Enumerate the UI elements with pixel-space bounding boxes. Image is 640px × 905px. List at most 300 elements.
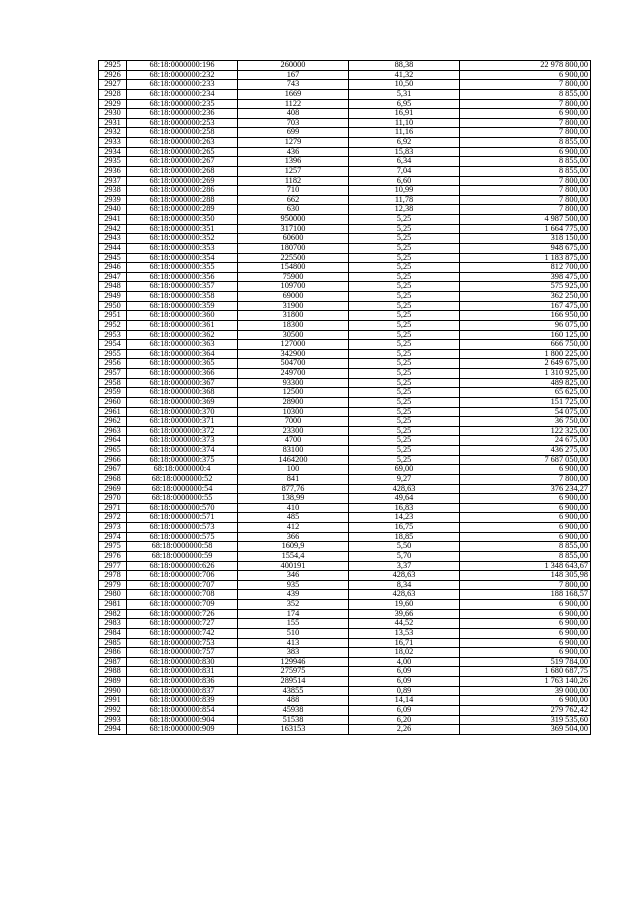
rate-cell: 14,14 (349, 696, 460, 706)
row-number-cell: 2984 (99, 628, 127, 638)
table-row (99, 407, 591, 417)
row-number-cell: 2965 (99, 446, 127, 456)
table-row (99, 272, 591, 282)
area-cell: 485 (238, 513, 349, 523)
row-number-cell: 2947 (99, 272, 127, 282)
table-row (99, 705, 591, 715)
amount-cell: 6 900,00 (460, 619, 591, 629)
rate-cell: 16,83 (349, 503, 460, 513)
row-number-cell: 2933 (99, 138, 127, 148)
amount-cell: 96 075,00 (460, 320, 591, 330)
table-row (99, 89, 591, 99)
table-row (99, 378, 591, 388)
table-row (99, 417, 591, 427)
row-number-cell: 2953 (99, 330, 127, 340)
table-row (99, 657, 591, 667)
area-cell: 1257 (238, 166, 349, 176)
table-row (99, 551, 591, 561)
table-row (99, 330, 591, 340)
area-cell: 109700 (238, 282, 349, 292)
area-cell: 408 (238, 109, 349, 119)
rate-cell: 6,34 (349, 157, 460, 167)
rate-cell: 16,71 (349, 638, 460, 648)
table-row (99, 465, 591, 475)
rate-cell: 41,32 (349, 70, 460, 80)
area-cell: 488 (238, 696, 349, 706)
amount-cell: 36 750,00 (460, 417, 591, 427)
rate-cell: 4,00 (349, 657, 460, 667)
table-row (99, 70, 591, 80)
table-row (99, 340, 591, 350)
row-number-cell: 2958 (99, 378, 127, 388)
rate-cell: 7,04 (349, 166, 460, 176)
rate-cell: 5,25 (349, 234, 460, 244)
rate-cell: 11,10 (349, 118, 460, 128)
row-number-cell: 2957 (99, 369, 127, 379)
amount-cell: 1 763 140,26 (460, 677, 591, 687)
cadastral-number-cell: 68:18:0000000:363 (127, 340, 238, 350)
table-row (99, 224, 591, 234)
cadastral-number-cell: 68:18:0000000:351 (127, 224, 238, 234)
row-number-cell: 2956 (99, 359, 127, 369)
rate-cell: 5,25 (349, 407, 460, 417)
area-cell: 69000 (238, 292, 349, 302)
cadastral-number-cell: 68:18:0000000:373 (127, 436, 238, 446)
table-row (99, 696, 591, 706)
cadastral-number-cell: 68:18:0000000:236 (127, 109, 238, 119)
rate-cell: 10,99 (349, 186, 460, 196)
cadastral-number-cell: 68:18:0000000:358 (127, 292, 238, 302)
area-cell: 43855 (238, 686, 349, 696)
cadastral-number-cell: 68:18:0000000:368 (127, 388, 238, 398)
row-number-cell: 2967 (99, 465, 127, 475)
amount-cell: 519 784,00 (460, 657, 591, 667)
amount-cell: 6 900,00 (460, 532, 591, 542)
amount-cell: 436 275,00 (460, 446, 591, 456)
area-cell: 662 (238, 195, 349, 205)
row-number-cell: 2946 (99, 263, 127, 273)
table-row (99, 484, 591, 494)
cadastral-number-cell: 68:18:0000000:839 (127, 696, 238, 706)
cadastral-number-cell: 68:18:0000000:288 (127, 195, 238, 205)
amount-cell: 948 675,00 (460, 243, 591, 253)
row-number-cell: 2987 (99, 657, 127, 667)
rate-cell: 49,64 (349, 494, 460, 504)
rate-cell: 5,25 (349, 253, 460, 263)
amount-cell: 1 800 225,00 (460, 349, 591, 359)
cadastral-number-cell: 68:18:0000000:269 (127, 176, 238, 186)
row-number-cell: 2988 (99, 667, 127, 677)
cadastral-number-cell: 68:18:0000000:854 (127, 705, 238, 715)
table-row (99, 523, 591, 533)
table-row (99, 61, 591, 71)
area-cell: 439 (238, 590, 349, 600)
cadastral-number-cell: 68:18:0000000:837 (127, 686, 238, 696)
cadastral-number-cell: 68:18:0000000:353 (127, 243, 238, 253)
table-row (99, 619, 591, 629)
table-row (99, 166, 591, 176)
row-number-cell: 2950 (99, 301, 127, 311)
rate-cell: 2,26 (349, 725, 460, 735)
table-row (99, 503, 591, 513)
rate-cell: 428,63 (349, 571, 460, 581)
row-number-cell: 2970 (99, 494, 127, 504)
area-cell: 410 (238, 503, 349, 513)
row-number-cell: 2942 (99, 224, 127, 234)
amount-cell: 7 687 050,00 (460, 455, 591, 465)
row-number-cell: 2941 (99, 215, 127, 225)
cadastral-number-cell: 68:18:0000000:253 (127, 118, 238, 128)
amount-cell: 7 800,00 (460, 474, 591, 484)
area-cell: 413 (238, 638, 349, 648)
row-number-cell: 2993 (99, 715, 127, 725)
cadastral-number-cell: 68:18:0000000:371 (127, 417, 238, 427)
area-cell: 950000 (238, 215, 349, 225)
area-cell: 180700 (238, 243, 349, 253)
cadastral-number-cell: 68:18:0000000:232 (127, 70, 238, 80)
area-cell: 1464200 (238, 455, 349, 465)
amount-cell: 376 234,27 (460, 484, 591, 494)
cadastral-number-cell: 68:18:0000000:361 (127, 320, 238, 330)
area-cell: 841 (238, 474, 349, 484)
rate-cell: 5,70 (349, 551, 460, 561)
amount-cell: 24 675,00 (460, 436, 591, 446)
amount-cell: 6 900,00 (460, 600, 591, 610)
rate-cell: 428,63 (349, 484, 460, 494)
area-cell: 743 (238, 80, 349, 90)
cadastral-number-cell: 68:18:0000000:626 (127, 561, 238, 571)
cadastral-number-cell: 68:18:0000000:570 (127, 503, 238, 513)
table-row (99, 301, 591, 311)
rate-cell: 13,53 (349, 628, 460, 638)
row-number-cell: 2964 (99, 436, 127, 446)
amount-cell: 369 504,00 (460, 725, 591, 735)
rate-cell: 11,78 (349, 195, 460, 205)
area-cell: 1122 (238, 99, 349, 109)
area-cell: 18300 (238, 320, 349, 330)
cadastral-number-cell: 68:18:0000000:59 (127, 551, 238, 561)
amount-cell: 54 075,00 (460, 407, 591, 417)
rate-cell: 39,66 (349, 609, 460, 619)
amount-cell: 122 325,00 (460, 426, 591, 436)
amount-cell: 7 800,00 (460, 205, 591, 215)
area-cell: 163153 (238, 725, 349, 735)
rate-cell: 6,95 (349, 99, 460, 109)
rate-cell: 10,50 (349, 80, 460, 90)
amount-cell: 1 310 925,00 (460, 369, 591, 379)
amount-cell: 318 150,00 (460, 234, 591, 244)
amount-cell: 7 800,00 (460, 128, 591, 138)
cadastral-number-cell: 68:18:0000000:350 (127, 215, 238, 225)
cadastral-number-cell: 68:18:0000000:571 (127, 513, 238, 523)
row-number-cell: 2977 (99, 561, 127, 571)
cadastral-number-cell: 68:18:0000000:196 (127, 61, 238, 71)
amount-cell: 398 475,00 (460, 272, 591, 282)
row-number-cell: 2991 (99, 696, 127, 706)
cadastral-number-cell: 68:18:0000000:904 (127, 715, 238, 725)
table-row (99, 80, 591, 90)
row-number-cell: 2952 (99, 320, 127, 330)
amount-cell: 7 800,00 (460, 176, 591, 186)
amount-cell: 8 855,00 (460, 138, 591, 148)
rate-cell: 18,85 (349, 532, 460, 542)
cadastral-number-cell: 68:18:0000000:360 (127, 311, 238, 321)
rate-cell: 5,50 (349, 542, 460, 552)
rate-cell: 6,09 (349, 667, 460, 677)
rate-cell: 44,52 (349, 619, 460, 629)
row-number-cell: 2990 (99, 686, 127, 696)
rate-cell: 5,25 (349, 215, 460, 225)
rate-cell: 16,75 (349, 523, 460, 533)
area-cell: 275975 (238, 667, 349, 677)
area-cell: 710 (238, 186, 349, 196)
cadastral-number-cell: 68:18:0000000:706 (127, 571, 238, 581)
amount-cell: 1 680 687,75 (460, 667, 591, 677)
row-number-cell: 2969 (99, 484, 127, 494)
row-number-cell: 2966 (99, 455, 127, 465)
amount-cell: 2 649 675,00 (460, 359, 591, 369)
row-number-cell: 2931 (99, 118, 127, 128)
area-cell: 877,76 (238, 484, 349, 494)
row-number-cell: 2979 (99, 580, 127, 590)
row-number-cell: 2973 (99, 523, 127, 533)
area-cell: 510 (238, 628, 349, 638)
area-cell: 60600 (238, 234, 349, 244)
area-cell: 352 (238, 600, 349, 610)
area-cell: 75900 (238, 272, 349, 282)
rate-cell: 14,23 (349, 513, 460, 523)
area-cell: 935 (238, 580, 349, 590)
area-cell: 31900 (238, 301, 349, 311)
cadastral-number-cell: 68:18:0000000:369 (127, 397, 238, 407)
row-number-cell: 2982 (99, 609, 127, 619)
row-number-cell: 2974 (99, 532, 127, 542)
amount-cell: 7 800,00 (460, 80, 591, 90)
amount-cell: 7 800,00 (460, 186, 591, 196)
cadastral-number-cell: 68:18:0000000:575 (127, 532, 238, 542)
rate-cell: 5,25 (349, 397, 460, 407)
rate-cell: 5,25 (349, 349, 460, 359)
cadastral-number-cell: 68:18:0000000:831 (127, 667, 238, 677)
table-row (99, 282, 591, 292)
rate-cell: 12,38 (349, 205, 460, 215)
rate-cell: 19,60 (349, 600, 460, 610)
cadastral-number-cell: 68:18:0000000:362 (127, 330, 238, 340)
area-cell: 366 (238, 532, 349, 542)
area-cell: 1396 (238, 157, 349, 167)
area-cell: 31800 (238, 311, 349, 321)
table-row (99, 638, 591, 648)
table-row (99, 186, 591, 196)
row-number-cell: 2955 (99, 349, 127, 359)
table-row (99, 715, 591, 725)
area-cell: 436 (238, 147, 349, 157)
amount-cell: 8 855,00 (460, 542, 591, 552)
row-number-cell: 2985 (99, 638, 127, 648)
amount-cell: 6 900,00 (460, 513, 591, 523)
area-cell: 1554,4 (238, 551, 349, 561)
amount-cell: 148 305,98 (460, 571, 591, 581)
row-number-cell: 2978 (99, 571, 127, 581)
area-cell: 504700 (238, 359, 349, 369)
amount-cell: 489 825,00 (460, 378, 591, 388)
cadastral-number-cell: 68:18:0000000:573 (127, 523, 238, 533)
rate-cell: 0,89 (349, 686, 460, 696)
amount-cell: 167 475,00 (460, 301, 591, 311)
rate-cell: 16,91 (349, 109, 460, 119)
area-cell: 154800 (238, 263, 349, 273)
cadastral-number-cell: 68:18:0000000:742 (127, 628, 238, 638)
rate-cell: 5,25 (349, 224, 460, 234)
rate-cell: 9,27 (349, 474, 460, 484)
table-row (99, 571, 591, 581)
amount-cell: 7 800,00 (460, 118, 591, 128)
area-cell: 703 (238, 118, 349, 128)
area-cell: 10300 (238, 407, 349, 417)
row-number-cell: 2943 (99, 234, 127, 244)
cadastral-number-cell: 68:18:0000000:265 (127, 147, 238, 157)
row-number-cell: 2944 (99, 243, 127, 253)
amount-cell: 1 348 643,67 (460, 561, 591, 571)
cadastral-number-cell: 68:18:0000000:359 (127, 301, 238, 311)
cadastral-number-cell: 68:18:0000000:55 (127, 494, 238, 504)
area-cell: 174 (238, 609, 349, 619)
amount-cell: 6 900,00 (460, 465, 591, 475)
table-row (99, 686, 591, 696)
amount-cell: 7 800,00 (460, 580, 591, 590)
table-row (99, 388, 591, 398)
table-row (99, 138, 591, 148)
table-row (99, 99, 591, 109)
table-row (99, 253, 591, 263)
row-number-cell: 2935 (99, 157, 127, 167)
area-cell: 225500 (238, 253, 349, 263)
rate-cell: 5,25 (349, 436, 460, 446)
rate-cell: 5,25 (349, 292, 460, 302)
row-number-cell: 2951 (99, 311, 127, 321)
cadastral-number-cell: 68:18:0000000:726 (127, 609, 238, 619)
table-row (99, 320, 591, 330)
cadastral-number-cell: 68:18:0000000:267 (127, 157, 238, 167)
amount-cell: 6 900,00 (460, 70, 591, 80)
area-cell: 383 (238, 648, 349, 658)
rate-cell: 5,25 (349, 282, 460, 292)
row-number-cell: 2972 (99, 513, 127, 523)
cadastral-number-cell: 68:18:0000000:367 (127, 378, 238, 388)
cadastral-number-cell: 68:18:0000000:356 (127, 272, 238, 282)
amount-cell: 666 750,00 (460, 340, 591, 350)
amount-cell: 362 250,00 (460, 292, 591, 302)
cadastral-number-cell: 68:18:0000000:233 (127, 80, 238, 90)
cadastral-number-cell: 68:18:0000000:830 (127, 657, 238, 667)
cadastral-number-cell: 68:18:0000000:52 (127, 474, 238, 484)
area-cell: 346 (238, 571, 349, 581)
area-cell: 51538 (238, 715, 349, 725)
amount-cell: 6 900,00 (460, 523, 591, 533)
rate-cell: 15,83 (349, 147, 460, 157)
table-row (99, 561, 591, 571)
row-number-cell: 2971 (99, 503, 127, 513)
cadastral-number-cell: 68:18:0000000:836 (127, 677, 238, 687)
row-number-cell: 2981 (99, 600, 127, 610)
area-cell: 12500 (238, 388, 349, 398)
table-row (99, 215, 591, 225)
area-cell: 30500 (238, 330, 349, 340)
table-body (99, 61, 591, 735)
table-row (99, 263, 591, 273)
cadastral-number-cell: 68:18:0000000:289 (127, 205, 238, 215)
rate-cell: 5,25 (349, 330, 460, 340)
rate-cell: 11,16 (349, 128, 460, 138)
amount-cell: 8 855,00 (460, 157, 591, 167)
amount-cell: 166 950,00 (460, 311, 591, 321)
area-cell: 127000 (238, 340, 349, 350)
amount-cell: 575 925,00 (460, 282, 591, 292)
area-cell: 317100 (238, 224, 349, 234)
amount-cell: 6 900,00 (460, 638, 591, 648)
rate-cell: 5,25 (349, 369, 460, 379)
rate-cell: 5,25 (349, 446, 460, 456)
row-number-cell: 2939 (99, 195, 127, 205)
row-number-cell: 2936 (99, 166, 127, 176)
rate-cell: 6,60 (349, 176, 460, 186)
area-cell: 1669 (238, 89, 349, 99)
amount-cell: 6 900,00 (460, 147, 591, 157)
table-row (99, 513, 591, 523)
table-row (99, 147, 591, 157)
row-number-cell: 2926 (99, 70, 127, 80)
area-cell: 28900 (238, 397, 349, 407)
amount-cell: 6 900,00 (460, 696, 591, 706)
table-row (99, 176, 591, 186)
table-row (99, 359, 591, 369)
area-cell: 129946 (238, 657, 349, 667)
table-row (99, 369, 591, 379)
row-number-cell: 2992 (99, 705, 127, 715)
rate-cell: 5,25 (349, 417, 460, 427)
row-number-cell: 2994 (99, 725, 127, 735)
amount-cell: 4 987 500,00 (460, 215, 591, 225)
cadastral-number-cell: 68:18:0000000:234 (127, 89, 238, 99)
cadastral-number-cell: 68:18:0000000:4 (127, 465, 238, 475)
area-cell: 155 (238, 619, 349, 629)
cadastral-number-cell: 68:18:0000000:375 (127, 455, 238, 465)
cadastral-number-cell: 68:18:0000000:54 (127, 484, 238, 494)
cadastral-number-cell: 68:18:0000000:372 (127, 426, 238, 436)
rate-cell: 88,38 (349, 61, 460, 71)
row-number-cell: 2959 (99, 388, 127, 398)
cadastral-number-cell: 68:18:0000000:707 (127, 580, 238, 590)
row-number-cell: 2932 (99, 128, 127, 138)
rate-cell: 8,34 (349, 580, 460, 590)
amount-cell: 160 125,00 (460, 330, 591, 340)
cadastral-number-cell: 68:18:0000000:374 (127, 446, 238, 456)
table-row (99, 532, 591, 542)
rate-cell: 6,09 (349, 705, 460, 715)
rate-cell: 6,92 (349, 138, 460, 148)
table-row (99, 628, 591, 638)
table-row (99, 109, 591, 119)
table-row (99, 580, 591, 590)
area-cell: 83100 (238, 446, 349, 456)
rate-cell: 5,25 (349, 311, 460, 321)
rate-cell: 5,25 (349, 263, 460, 273)
rate-cell: 5,31 (349, 89, 460, 99)
amount-cell: 279 762,42 (460, 705, 591, 715)
table-row (99, 205, 591, 215)
amount-cell: 6 900,00 (460, 109, 591, 119)
table-row (99, 397, 591, 407)
